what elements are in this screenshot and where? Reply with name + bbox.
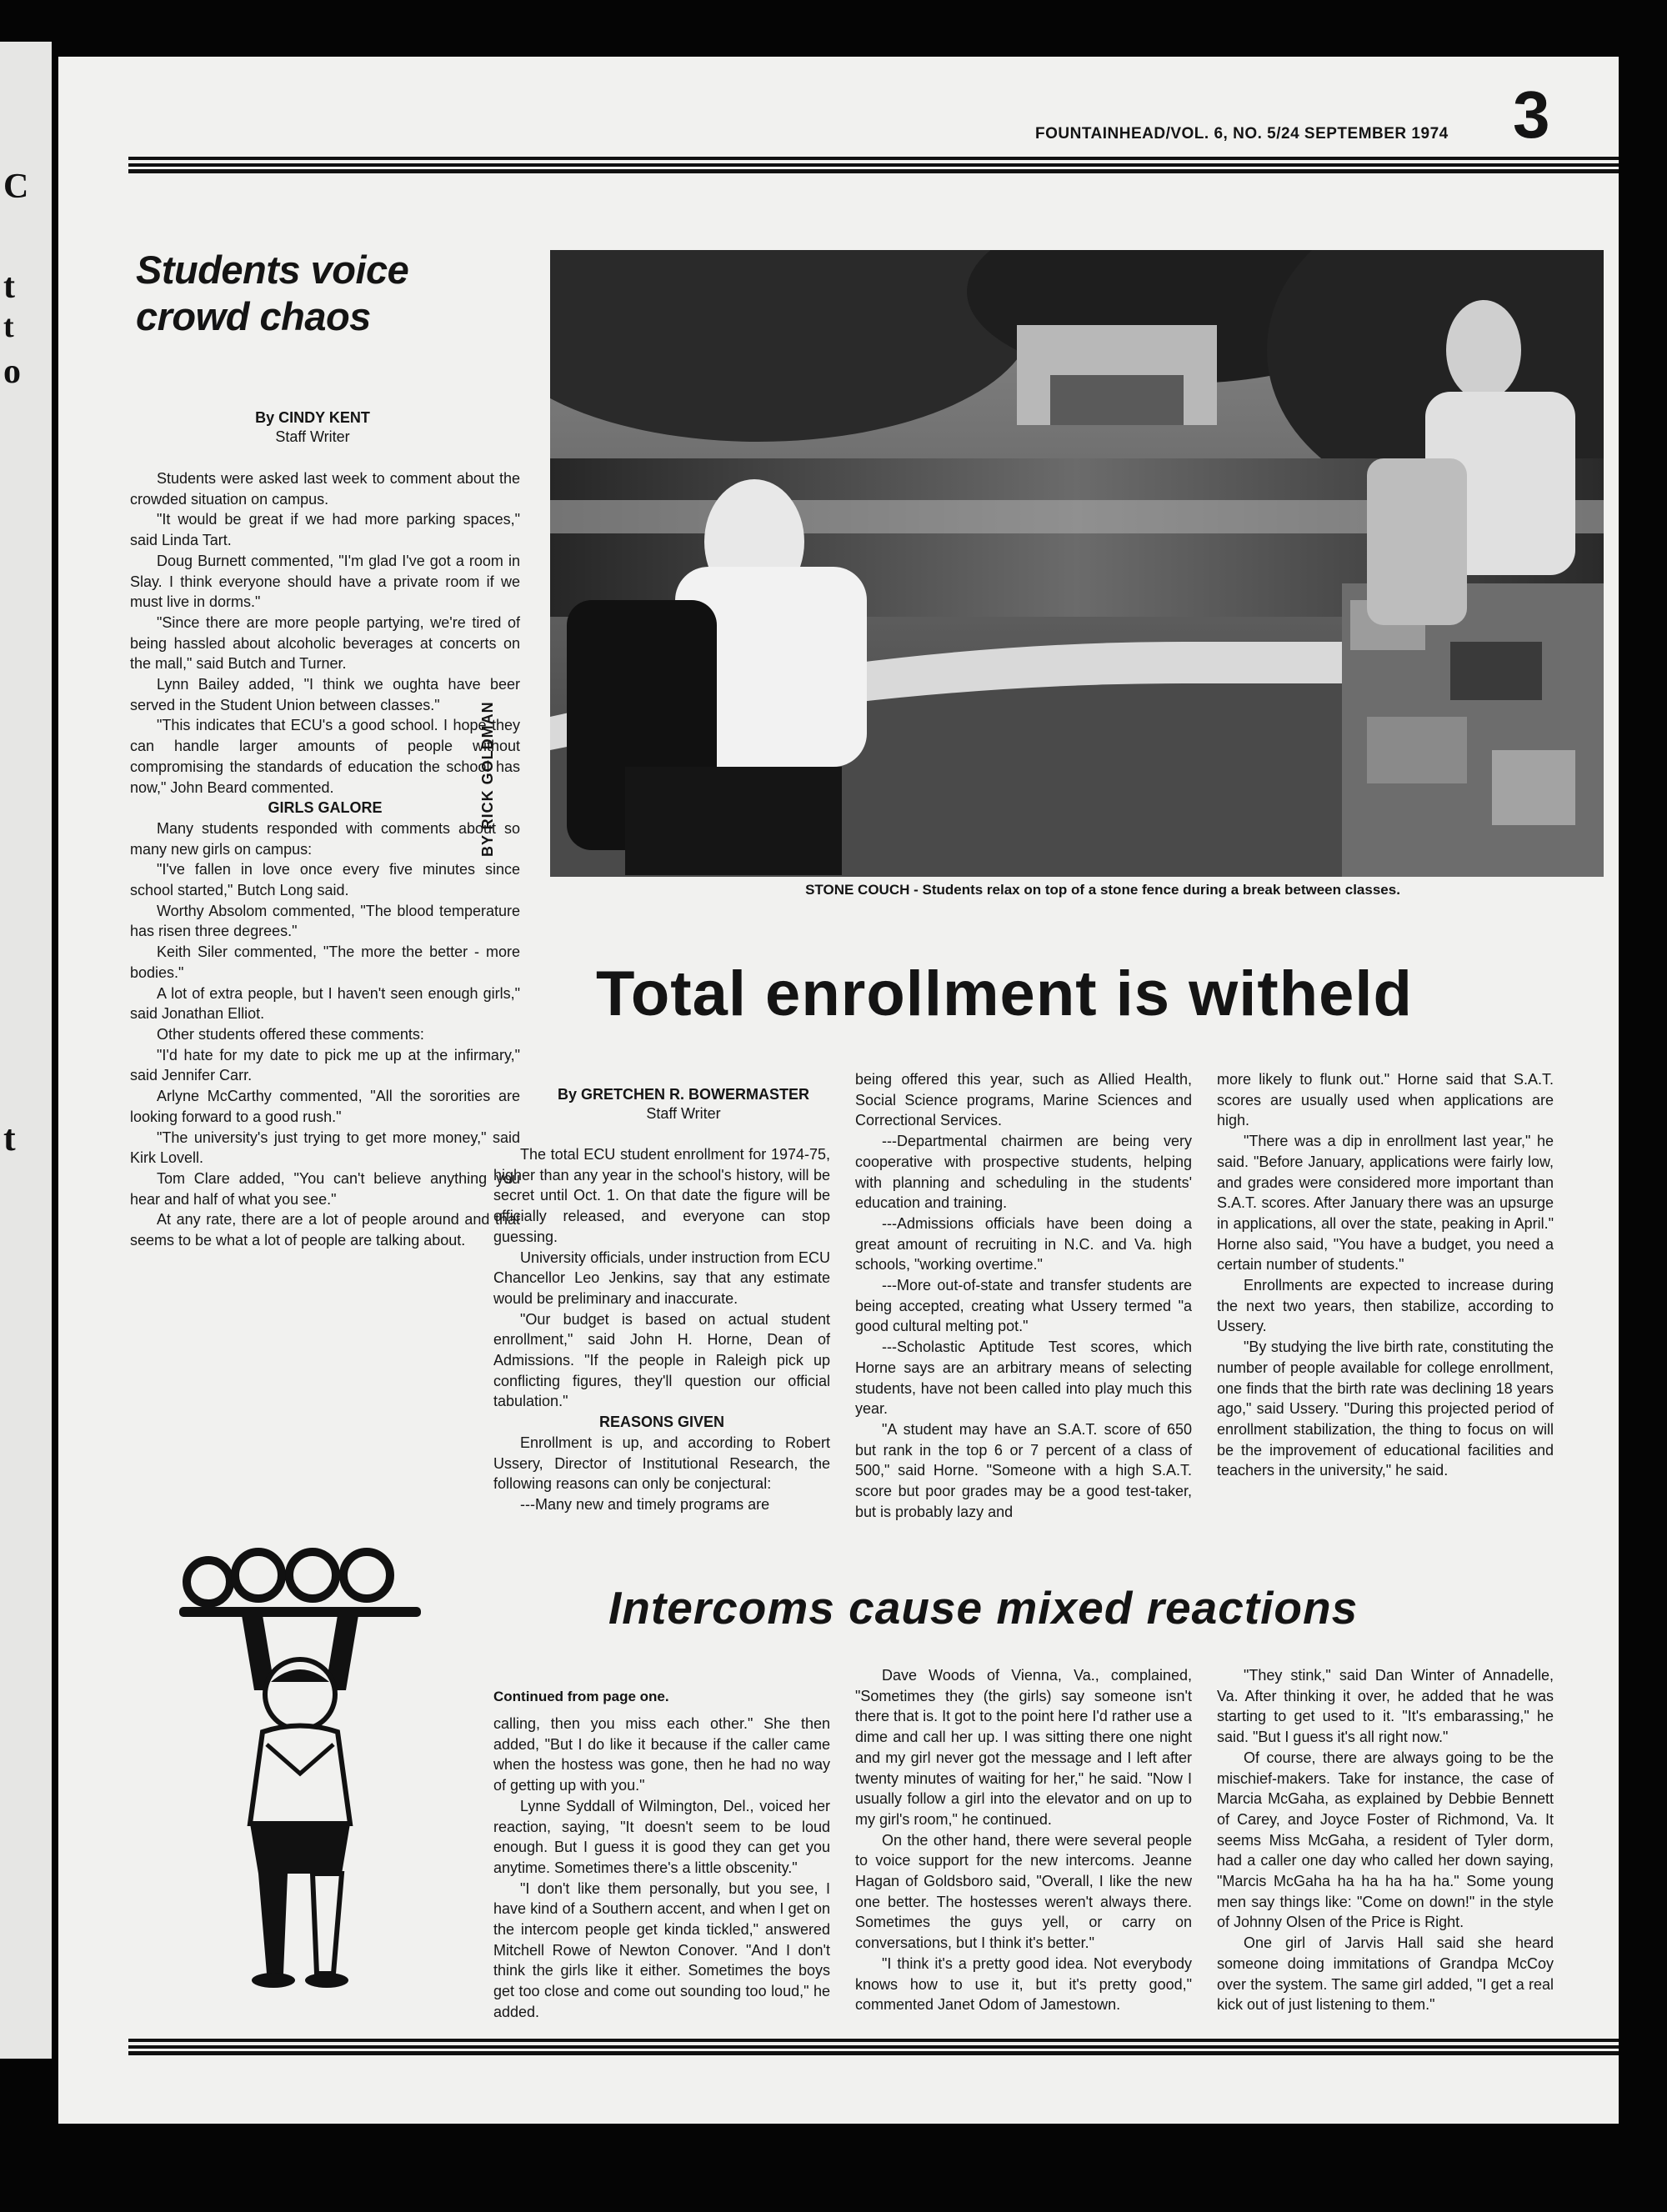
enrollment-col-2 (855, 1069, 1192, 1522)
paragraph: University officials, under instruction from ECU Chancellor Leo Jenkins, say that any estimate would be preliminary and inaccurate. (493, 1249, 830, 1307)
intercoms-headline: Intercoms cause mixed reactions (608, 1582, 1359, 1634)
paragraph: Lynne Syddall of Wilmington, Del., voiced her reaction, saying, "It doesn't seem to be loud enough. But I guess it is good they can get you anytime. Sometimes there's a little obscenity." (493, 1797, 830, 1876)
newspaper-page (58, 57, 1619, 2124)
paragraph: Enrollments are expected to increase during the next two years, then stabilize, according to Ussery. (1217, 1277, 1554, 1335)
page-folio: FOUNTAINHEAD/VOL. 6, NO. 5/24 SEPTEMBER 1974 (1035, 125, 1449, 143)
paragraph: "A student may have an S.A.T. score of 650 but rank in the top 6 or 7 percent of a class of 500," said Horne. "Someone with a high S.A.T. score but poor grades may be a good test-taker, but is probably lazy and (855, 1420, 1192, 1520)
byline-title: Staff Writer (275, 428, 350, 445)
paragraph: Lynn Bailey added, "I think we oughta have beer served in the Student Union between classes." (130, 676, 520, 713)
top-rule (128, 157, 1619, 173)
paragraph: being offered this year, such as Allied Health, Social Science programs, Marine Sciences and Correctional Services. (855, 1071, 1192, 1129)
paragraph: At any rate, there are a lot of people around and that seems to be what a lot of people are talking about. (130, 1211, 520, 1249)
weightlifter-illustration (175, 1524, 425, 1990)
paragraph: Worthy Absolom commented, "The blood temperature has risen three degrees." (130, 902, 520, 940)
paragraph: "This indicates that ECU's a good school. I hope they can handle larger amounts of people without compromising the standards of education the school has now," John Beard commented. (130, 717, 520, 796)
byline-name: By CINDY KENT (255, 409, 370, 426)
enrollment-col-1 (493, 1144, 830, 1515)
enrollment-headline: Total enrollment is witheld (596, 958, 1413, 1029)
paragraph: "I've fallen in love once every five minutes since school started," Butch Long said. (130, 861, 520, 899)
paragraph: "The university's just trying to get more money," said Kirk Lovell. (130, 1129, 520, 1167)
enrollment-byline (508, 1085, 859, 1124)
students-headline-line: Students voice (136, 248, 409, 292)
paragraph: more likely to flunk out." Horne said that S.A.T. scores are usually used when applications are high. (1217, 1071, 1554, 1129)
paragraph: Enrollment is up, and according to Robert Ussery, Director of Institutional Research, the following reasons can only be conjectural: (493, 1434, 830, 1493)
paragraph: Of course, there are always going to be the mischief-makers. Take for instance, the case of Marcia McGaha, as explained by Debbie Bennett of Carey, and Joyce Foster of Richmond, Va. It seems Miss McGaha, a resident of Tyler dorm, had a caller one day who called her down saying, "Marcis McGaha ha ha ha ha ha." Some young men say things like: "Come on down!" in the style of Johnny Olsen of the Price is Right. (1217, 1749, 1554, 1931)
caption-text: - Students relax on top of a stone fence during a break between classes. (909, 882, 1400, 898)
caption-label: STONE COUCH (805, 882, 910, 898)
paragraph: "There was a dip in enrollment last year," he said. "Before January, applications were fairly low, and grades were considered more important than S.A.T. scores. After January there was an upsurge in applications, all over the state, peaking in April." Horne also said, "You have a budget, you need a certain number of students." (1217, 1133, 1554, 1274)
paragraph: calling, then you miss each other." She then added, "But I do like it because if the caller came when the hostess was gone, then he had no way of getting up with you." (493, 1715, 830, 1794)
paragraph: The total ECU student enrollment for 1974-75, higher than any year in the school's history, will be secret until Oct. 1. On that date the figure will be officially released, and everyone can stop guessing. (493, 1146, 830, 1245)
adjacent-page-glyph: t (3, 1118, 16, 1159)
continued-note: Continued from page one. (493, 1689, 669, 1704)
weightlifter-drawing (175, 1524, 425, 1990)
students-byline (175, 408, 450, 447)
photo-caption (632, 882, 1574, 898)
students-headline (136, 247, 408, 340)
page-number: 3 (1513, 78, 1550, 152)
paragraph: Other students offered these comments: (157, 1025, 424, 1043)
paragraph: "Since there are more people partying, we're tired of being hassled about alcoholic beverages at concerts on the mall," said Butch and Turner. (130, 613, 520, 673)
paragraph: "I'd hate for my date to pick me up at the infirmary," said Jennifer Carr. (130, 1046, 520, 1084)
adjacent-page-glyph: t (3, 309, 14, 344)
paragraph: Tom Clare added, "You can't believe anything you hear and half of what you see." (130, 1169, 520, 1208)
adjacent-page-glyph: o (3, 353, 21, 391)
photo-illustration (550, 250, 1604, 877)
paragraph: "They stink," said Dan Winter of Annadelle, Va. After thinking it over, he added that he was starting to get used to it. "It's embarassing," he said. "But I guess it's all right now." (1217, 1667, 1554, 1746)
adjacent-page-glyph: t (3, 268, 15, 306)
paragraph: Arlyne McCarthy commented, "All the sororities are looking forward to a good rush." (130, 1088, 520, 1125)
paragraph: ---Admissions officials have been doing a great amount of recruiting in N.C. and Va. high schools, "working overtime." (855, 1214, 1192, 1274)
byline-name: By GRETCHEN R. BOWERMASTER (557, 1086, 809, 1103)
subhead: GIRLS GALORE (268, 799, 383, 817)
bottom-rule (128, 2039, 1619, 2055)
paragraph: "I don't like them personally, but you see, I have kind of a Southern accent, and when I get on the intercom people get kinda tickled," answered Mitchell Rowe of Newton Conover. "And I don't think the girls like it either. Sometimes the boys get too close and come out sounding too loud," he added. (493, 1879, 830, 2020)
adjacent-page-edge (0, 42, 52, 2059)
paragraph: Students were asked last week to comment about the crowded situation on campus. (130, 470, 520, 508)
stone-couch-photo (550, 250, 1604, 877)
paragraph: Doug Burnett commented, "I'm glad I've got a room in Slay. I think everyone should have a private room if we must live in dorms." (130, 552, 520, 611)
intercoms-col-1 (493, 1714, 830, 2023)
intercoms-col-3 (1217, 1665, 1554, 2015)
photo-credit: BY RICK GOLDMAN (479, 701, 496, 857)
paragraph: One girl of Jarvis Hall said she heard someone doing immitations of Grandpa McCoy over the system. The same girl added, "I get a real kick out of just listening to them." (1217, 1934, 1554, 2014)
paragraph: ---Departmental chairmen are being very cooperative with prospective students, helping with planning and scheduling in the students' education and training. (855, 1133, 1192, 1212)
paragraph: "It would be great if we had more parking spaces," said Linda Tart. (130, 511, 520, 549)
paragraph: "By studying the live birth rate, constituting the number of people available for college enrollment, one finds that the birth rate was declining 18 years ago," said Ussery. "During this projected period of enrollment stabilization, the thing to focus on will be the improvement of educational facilities and teachers in the university," he said. (1217, 1339, 1554, 1479)
paragraph: Many students responded with comments about so many new girls on campus: (130, 819, 520, 858)
byline-title: Staff Writer (646, 1105, 721, 1122)
paragraph: On the other hand, there were several people to voice support for the new intercoms. Jeanne Hagan of Goldsboro said, "Overall, I like the new one better. The hostesses weren't always there. Sometimes the guys yell, or carry on conversations, but I think it's better." (855, 1831, 1192, 1952)
paragraph: A lot of extra people, but I haven't seen enough girls," said Jonathan Elliot. (130, 984, 520, 1023)
paragraph: ---Scholastic Aptitude Test scores, which Horne says are an arbitrary means of selecting students, have not been called into play much this year. (855, 1339, 1192, 1418)
subhead: REASONS GIVEN (598, 1414, 725, 1431)
paragraph: ---More out-of-state and transfer students are being accepted, creating what Ussery termed "a good cultural melting pot." (855, 1277, 1192, 1335)
adjacent-page-glyph: C (3, 168, 29, 206)
paragraph: Dave Woods of Vienna, Va., complained, "Sometimes they (the girls) say someone isn't there that is. It got to the point here I'd rather use a dime and call her up. I was sitting there one night and my girl never got the message and I left after twenty minutes of waiting for her," he said. "Now I usually follow a girl into the elevator and on up to my girl's room," he continued. (855, 1667, 1192, 1828)
paragraph: "Our budget is based on actual student enrollment," said John H. Horne, Dean of Admissions. "If the people in Raleigh pick up conflicting figures, they'll question our official tabulation." (493, 1310, 830, 1410)
enrollment-col-3 (1217, 1069, 1554, 1481)
students-headline-line: crowd chaos (136, 294, 371, 338)
paragraph: ---Many new and timely programs are (520, 1495, 770, 1513)
paragraph: "I think it's a pretty good idea. Not everybody knows how to use it, but it's pretty good," commented Janet Odom of Jamestown. (855, 1954, 1192, 2014)
students-body (130, 468, 520, 1251)
paragraph: Keith Siler commented, "The more the better - more bodies." (130, 943, 520, 981)
intercoms-col-2 (855, 1665, 1192, 2015)
